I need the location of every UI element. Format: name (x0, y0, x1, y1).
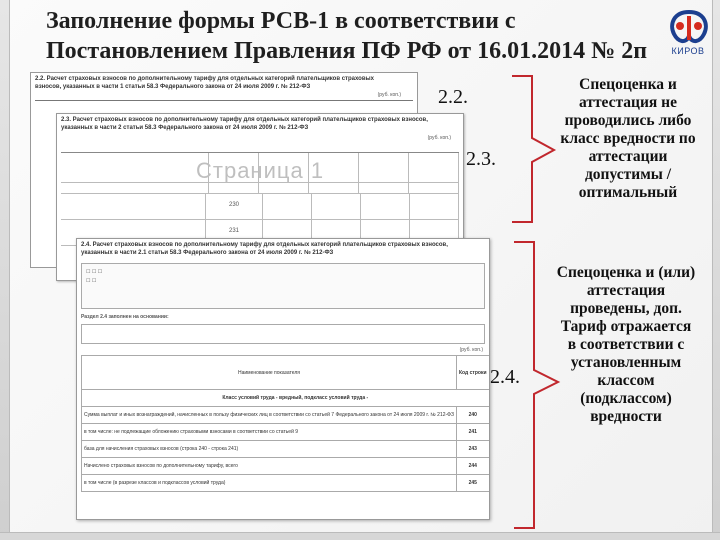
row-code: 245 (457, 475, 490, 492)
row-code: 231 (206, 220, 263, 245)
page-watermark: Страница 1 (196, 158, 325, 183)
form-2-3-header: 2.3. Расчет страховых взносов по дополнительному тарифу для отдельных категорий плательщиков страховых взносов, указанных в части 2 статьи 58.3 Федерального закона от 24 июля 2009 г. № 212-ФЗ (61, 117, 428, 131)
table-row (82, 424, 491, 441)
form-2-4-basis-box (81, 324, 485, 344)
form-2-4-unit: (руб. коп.) (459, 347, 483, 353)
section-label-2-2: 2.2. (438, 86, 468, 108)
brace-top-icon (510, 74, 560, 224)
form-2-2-unit: (руб. коп.) (377, 92, 401, 98)
logo-caption: КИРОВ (671, 46, 705, 56)
row-label: база для начисления страховых взносов (строка 240 - строка 241) (82, 441, 457, 458)
description-bottom: Спецоценка и (или) аттестация проведены, доп. Тариф отражается в соответствии с установленным классом (подклассом) вредности (556, 264, 696, 425)
slide-title-line-2: Постановлением Правления ПФ РФ от 16.01.2014 № 2п (46, 38, 648, 64)
table-row (61, 183, 459, 194)
form-2-4-checkbox-block: ☐ ☐ ☐ ☐ ☐ (81, 263, 485, 309)
form-2-2-header: 2.2. Расчет страховых взносов по дополнительному тарифу для отдельных категорий плательщиков страховых взносов, указанных в части 1 статьи 58.3 Федерального закона от 24 июля 2009 г. № 212-ФЗ (35, 76, 374, 90)
table-row (82, 407, 491, 424)
form-2-2-rule (35, 100, 413, 101)
slide-frame-right (712, 0, 720, 540)
slide-frame-bottom (0, 532, 720, 540)
row-label: Сумма выплат и иных вознаграждений, начисленных в пользу физических лиц в соответствии со статьей 7 Федерального закона от 24 июля 2009 г. № 212-ФЗ (82, 407, 457, 424)
col-name: Наименование показателя (82, 356, 457, 390)
row-code: 241 (457, 424, 490, 441)
col-code: Код строки (457, 356, 490, 390)
form-section-2-4 (76, 238, 490, 520)
row-label: в том числе: не подлежащие обложению страховыми взносами в соответствии со статьей 9 (82, 424, 457, 441)
form-2-3-unit: (руб. коп.) (427, 135, 451, 141)
table-row (82, 475, 491, 492)
section-label-2-3: 2.3. (466, 148, 496, 170)
form-2-4-basis-title: Раздел 2.4 заполнен на основании: (81, 314, 169, 320)
slide-frame-left (0, 0, 10, 540)
table-row (82, 458, 491, 475)
row-code: 240 (457, 407, 490, 424)
form-2-4-header: 2.4. Расчет страховых взносов по дополнительному тарифу для отдельных категорий плательщиков страховых взносов, указанных в части 2.1 статьи 58.3 Федерального закона от 24 июля 2009 г. № 212-ФЗ (81, 242, 448, 256)
row-code: 244 (457, 458, 490, 475)
section-label-2-4: 2.4. (490, 366, 520, 388)
row-label: в том числе (в разрезе классов и подклассов условий труда) (82, 475, 457, 492)
row-code: 243 (457, 441, 490, 458)
class-row: Класс условий труда - вредный, подкласс условий труда - (82, 390, 491, 407)
row-code: 230 (206, 194, 263, 219)
table-row (82, 441, 491, 458)
slide-title (46, 6, 656, 66)
form-2-4-table (81, 355, 490, 492)
slide-title-line-1: Заполнение формы РСВ-1 в соответствии с (46, 8, 516, 34)
table-row (61, 194, 459, 220)
table-row (82, 390, 491, 407)
row-label: Начислено страховых взносов по дополнительному тарифу, всего (82, 458, 457, 475)
table-header-row (82, 356, 491, 390)
description-top: Спецоценка и аттестация не проводились либо класс вредности по аттестации допустимы / оптимальный (560, 76, 696, 201)
